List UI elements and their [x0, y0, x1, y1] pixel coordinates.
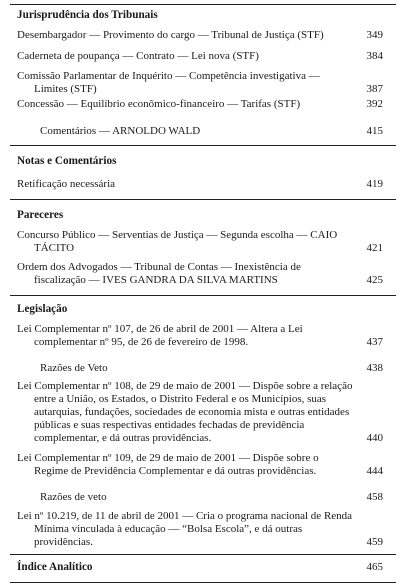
toc-entry[interactable] [17, 510, 383, 549]
toc-entry-page: 421 [366, 242, 383, 254]
toc-entry-text: Razões de veto [40, 491, 107, 503]
toc-entry-page: 384 [366, 50, 383, 62]
toc-entry[interactable] [40, 491, 383, 504]
toc-entry-page: 444 [366, 465, 383, 477]
toc-entry[interactable] [17, 178, 383, 191]
toc-entry[interactable] [17, 380, 383, 445]
toc-entry-text: Lei Complementar nº 107, de 26 de abril de 2001 — Altera a Lei complementar nº 95, de 26 de fevereiro de 1998. [17, 323, 303, 348]
section-heading-jurisprudencia: Jurisprudência dos Tribunais [17, 9, 158, 21]
toc-entry-page: 415 [366, 125, 383, 137]
section-heading-indice: Índice Analítico [17, 561, 93, 573]
toc-entry-page: 459 [366, 536, 383, 548]
section-heading-legislacao: Legislação [17, 303, 68, 315]
toc-entry[interactable] [40, 125, 383, 138]
toc-entry-page: 438 [366, 362, 383, 374]
divider [10, 145, 396, 146]
toc-entry-text: Comissão Parlamentar de Inquérito — Competência investigativa — Limites (STF) [17, 70, 320, 95]
toc-entry-page: 392 [366, 98, 383, 110]
toc-entry-text: Ordem dos Advogados — Tribunal de Contas — Inexistência de fiscalização — IVES GANDRA DA SILVA MARTINS [17, 261, 301, 286]
toc-entry-text: Caderneta de poupança — Contrato — Lei nova (STF) [17, 50, 259, 62]
divider [10, 4, 396, 5]
toc-entry-page: 437 [366, 336, 383, 348]
toc-entry-page: 425 [366, 274, 383, 286]
toc-entry[interactable] [17, 261, 383, 287]
toc-entry-text: Retificação necessária [17, 178, 116, 190]
toc-entry-text: Concurso Público — Serventias de Justiça — Segunda escolha — CAIO TÁCITO [17, 229, 338, 254]
toc-entry[interactable] [17, 98, 383, 111]
toc-entry-text: Lei nº 10.219, de 11 de abril de 2001 — Cria o programa nacional de Renda Mínima vinculada à educação — “Bolsa Escola”, e dá outras providências. [17, 510, 353, 548]
section-heading-notas: Notas e Comentários [17, 155, 117, 167]
toc-entry-page: 440 [366, 432, 383, 444]
toc-entry-text: Lei Complementar nº 108, de 29 de maio de 2001 — Dispõe sobre a relação entre a União, os Estados, o Distrito Federal e os Municípios, suas autarquias, fundações, sociedades de economia mista e outras entidades públicas e suas respectivas entidades fechadas de previdência complementar, e dá outras providências. [17, 380, 353, 444]
toc-entry[interactable] [17, 29, 383, 42]
divider [10, 199, 396, 200]
toc-entry[interactable] [17, 50, 383, 63]
toc-entry-text: Desembargador — Provimento do cargo — Tribunal de Justiça (STF) [17, 29, 324, 41]
divider [10, 582, 396, 583]
toc-entry-page: 419 [366, 178, 383, 190]
section-heading-pareceres: Pareceres [17, 209, 64, 221]
toc-entry-page: 387 [366, 83, 383, 95]
toc-entry-text: Comentários — ARNOLDO WALD [40, 125, 201, 137]
toc-entry[interactable] [17, 323, 383, 349]
toc-entry-page: 465 [366, 561, 383, 573]
toc-entry-text: Lei Complementar nº 109, de 29 de maio de 2001 — Dispõe sobre o Regime de Previdência Complementar e dá outras providências. [17, 452, 319, 477]
toc-entry-text: Razões de Veto [40, 362, 108, 374]
toc-entry-page: 458 [366, 491, 383, 503]
divider [10, 295, 396, 296]
toc-entry[interactable] [17, 452, 383, 478]
divider [10, 554, 396, 555]
toc-entry[interactable] [17, 70, 383, 96]
toc-entry[interactable] [17, 229, 383, 255]
toc-entry-indice[interactable] [17, 561, 383, 574]
toc-entry-page: 349 [366, 29, 383, 41]
toc-entry[interactable] [40, 362, 383, 375]
toc-entry-text: Concessão — Equilíbrio econômico-financeiro — Tarifas (STF) [17, 98, 301, 110]
